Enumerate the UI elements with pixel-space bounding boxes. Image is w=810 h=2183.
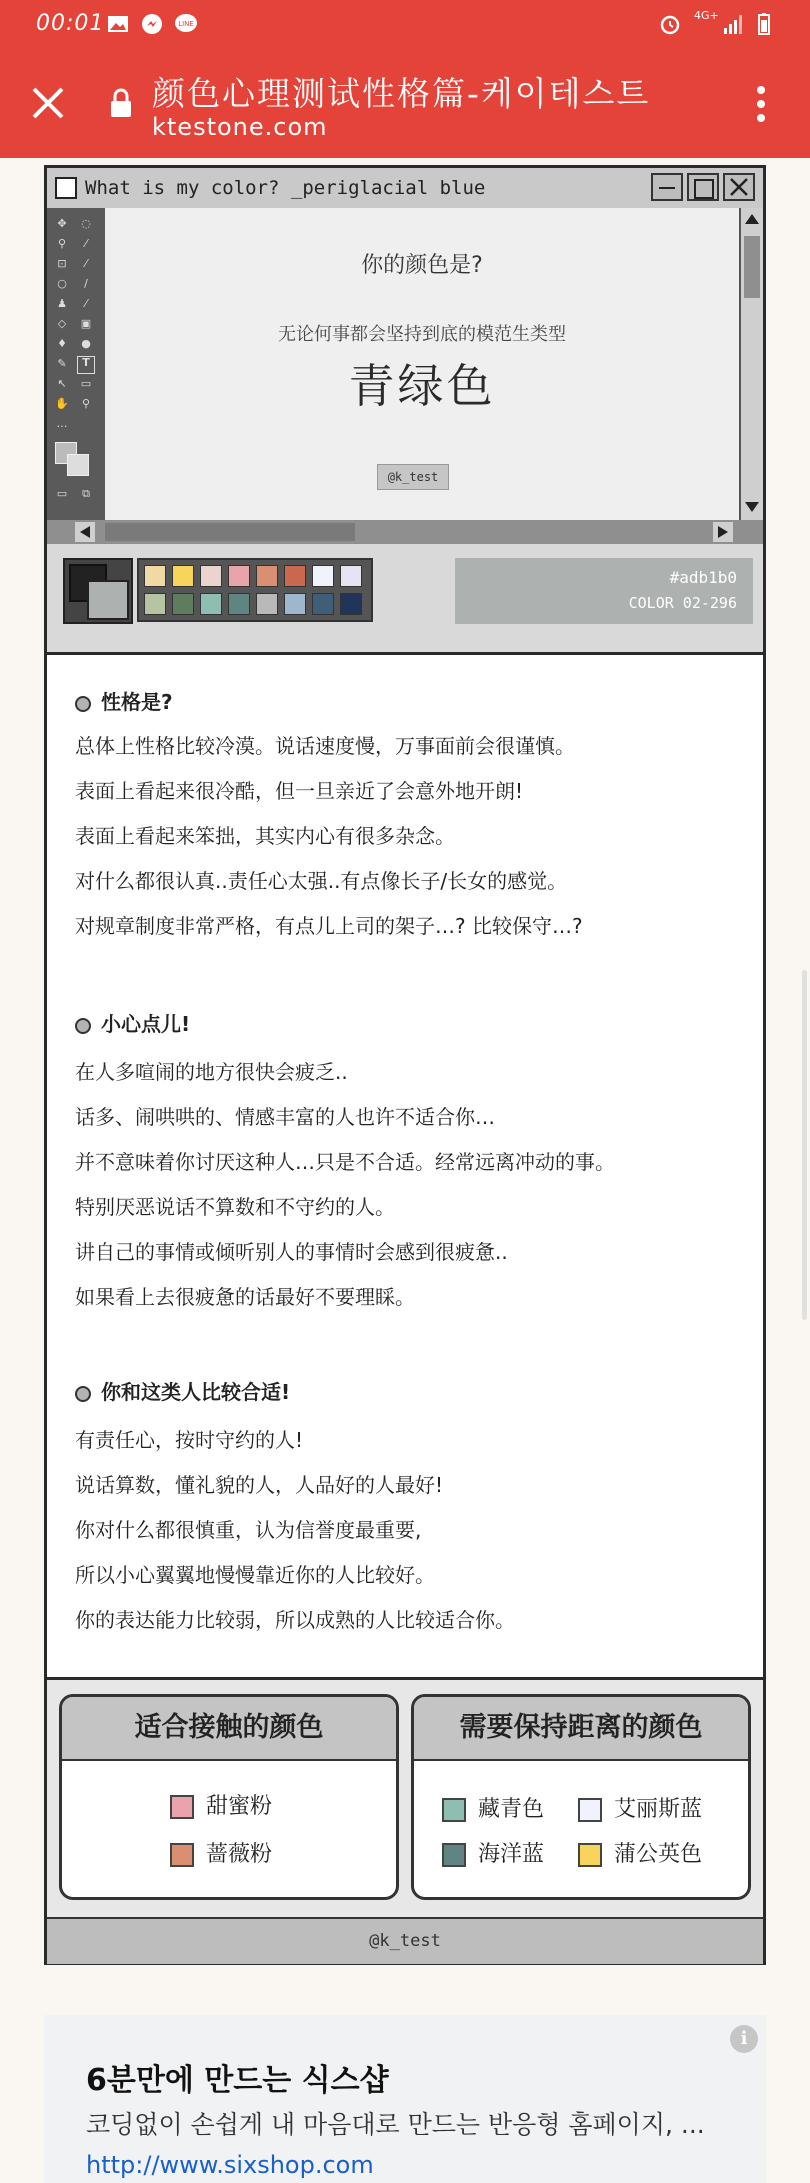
color-chip <box>442 1798 466 1822</box>
section-line: 你的表达能力比较弱，所以成熟的人比较适合你。 <box>75 1608 515 1632</box>
hex-code: #adb1b0 <box>669 568 737 587</box>
close-icon[interactable] <box>30 85 66 121</box>
color-swatch[interactable] <box>256 565 278 587</box>
hand-tool-icon[interactable]: ✋ <box>55 397 69 410</box>
scroll-left-button[interactable] <box>75 522 95 542</box>
vertical-scrollbar[interactable] <box>739 208 763 520</box>
color-swatch[interactable] <box>172 565 194 587</box>
section-heading-match: 你和这类人比较合适! <box>75 1376 290 1405</box>
footer-tag: @k_test <box>47 1917 763 1964</box>
avoid-color-item: 艾丽斯蓝 <box>578 1792 702 1823</box>
page-scroll-indicator <box>802 970 807 1320</box>
lasso-tool-icon[interactable]: ⚲ <box>57 237 67 250</box>
creator-tag: @k_test <box>377 464 449 490</box>
messenger-icon <box>140 12 164 36</box>
pen-tool-icon[interactable]: ✎ <box>57 357 67 370</box>
color-swatch[interactable] <box>340 593 362 615</box>
section-heading-caution: 小心点儿! <box>75 1008 190 1037</box>
browser-toolbar <box>0 50 810 158</box>
color-swatch[interactable] <box>200 593 222 615</box>
avoid-color-item: 蒲公英色 <box>578 1837 702 1868</box>
color-swatch[interactable] <box>312 565 334 587</box>
section-line: 特别厌恶说话不算数和不守约的人。 <box>75 1195 395 1219</box>
toolbox <box>47 208 105 520</box>
page-title[interactable]: 颜色心理测试性格篇-케이테스트 <box>152 74 651 113</box>
foreground-background-colors[interactable] <box>63 558 133 624</box>
page-url[interactable]: ktestone.com <box>152 113 328 141</box>
good-colors-title: 适合接触的颜色 <box>62 1697 396 1761</box>
scroll-right-button[interactable] <box>713 522 733 542</box>
section-line: 在人多喧闹的地方很快会疲乏.. <box>75 1060 348 1084</box>
color-swatch[interactable] <box>172 593 194 615</box>
status-bar <box>0 0 810 50</box>
app-icon <box>55 177 77 199</box>
color-chip <box>170 1843 194 1867</box>
section-line: 讲自己的事情或倾听别人的事情时会感到很疲惫.. <box>75 1240 508 1264</box>
window-close-button[interactable] <box>723 173 755 201</box>
avoid-colors-title: 需要保持距离的颜色 <box>414 1697 748 1761</box>
section-line: 说话算数，懂礼貌的人，人品好的人最好! <box>75 1473 444 1497</box>
section-line: 总体上性格比较冷漠。说话速度慢，万事面前会很谨慎。 <box>75 734 575 758</box>
alarm-icon <box>658 12 682 36</box>
gradient-tool-icon[interactable]: ▣ <box>80 317 92 330</box>
color-info-box <box>455 558 753 624</box>
color-swatch[interactable] <box>256 593 278 615</box>
avoid-color-item: 藏青色 <box>442 1792 544 1823</box>
color-swatch[interactable] <box>312 593 334 615</box>
lock-icon <box>110 88 132 118</box>
more-icon[interactable] <box>754 84 768 124</box>
history-brush-icon[interactable]: ⁄ <box>85 297 87 310</box>
window-title: What is my color? _periglacial blue <box>85 177 486 199</box>
section-line: 你对什么都很慎重，认为信誉度最重要, <box>75 1518 422 1542</box>
bullet-icon <box>75 1018 91 1034</box>
gallery-icon <box>106 12 130 36</box>
section-line: 如果看上去很疲惫的话最好不要理睬。 <box>75 1285 415 1309</box>
eyedropper-tool-icon[interactable]: ⁄ <box>85 257 87 270</box>
zoom-tool-icon[interactable]: ⚲ <box>81 397 91 410</box>
color-chip <box>578 1843 602 1867</box>
window-title-bar <box>47 168 763 210</box>
background-color-swatch[interactable] <box>67 454 89 476</box>
battery-icon <box>752 12 776 36</box>
minimize-button[interactable] <box>651 173 683 201</box>
color-swatch[interactable] <box>200 565 222 587</box>
color-chip <box>442 1843 466 1867</box>
ad-link[interactable]: http://www.sixshop.com <box>86 2151 374 2179</box>
palette-row <box>47 544 763 655</box>
network-label: 4G+ <box>694 9 719 22</box>
section-line: 表面上看起来很冷酷，但一旦亲近了会意外地开朗! <box>75 779 524 803</box>
eraser-tool-icon[interactable]: ◇ <box>57 317 67 330</box>
ad-description[interactable]: 코딩없이 손쉽게 내 마음대로 만드는 반응형 홈페이지, ... <box>86 2110 705 2139</box>
section-line: 所以小心翼翼地慢慢靠近你的人比较好。 <box>75 1563 435 1587</box>
section-line: 对什么都很认真..责任心太强..有点像长子/长女的感觉。 <box>75 869 568 893</box>
scroll-up-icon[interactable] <box>744 212 760 226</box>
horizontal-scroll-thumb[interactable] <box>105 523 355 541</box>
text-tool-icon[interactable]: T <box>77 356 95 374</box>
quick-mask-icon[interactable]: ▭ <box>56 487 68 500</box>
color-match-area <box>47 1677 763 1917</box>
color-swatch[interactable] <box>228 565 250 587</box>
color-chip <box>170 1795 194 1819</box>
color-swatch[interactable] <box>284 565 306 587</box>
result-canvas <box>105 208 739 520</box>
screen-mode-icon[interactable]: ⧉ <box>82 487 90 500</box>
good-colors-box <box>59 1694 399 1900</box>
color-swatch[interactable] <box>144 593 166 615</box>
color-swatch[interactable] <box>284 593 306 615</box>
dodge-tool-icon[interactable]: ● <box>81 337 91 350</box>
good-color-item: 甜蜜粉 <box>170 1789 272 1820</box>
wand-tool-icon[interactable]: ⁄ <box>85 237 87 250</box>
good-color-item: 蔷薇粉 <box>170 1837 272 1868</box>
section-heading-personality: 性格是? <box>75 686 173 715</box>
bullet-icon <box>75 696 91 712</box>
color-chip <box>578 1798 602 1822</box>
question-title: 你的颜色是? <box>361 253 483 278</box>
more-tools-icon[interactable]: … <box>56 417 68 430</box>
bullet-icon <box>75 1386 91 1402</box>
horizontal-scrollbar[interactable] <box>47 520 763 544</box>
color-swatch[interactable] <box>228 593 250 615</box>
signal-icon <box>722 12 746 36</box>
section-line: 话多、闹哄哄的、情感丰富的人也许不适合你… <box>75 1105 495 1129</box>
ad-title[interactable]: 6분만에 만드는 식스샵 <box>86 2063 389 2098</box>
color-name: 青绿色 <box>348 359 496 413</box>
avoid-colors-box <box>411 1694 751 1900</box>
shape-tool-icon[interactable]: ▭ <box>80 377 92 390</box>
scroll-down-icon[interactable] <box>744 500 760 514</box>
move-tool-icon[interactable]: ✥ <box>57 217 67 230</box>
marquee-tool-icon[interactable]: ◌ <box>81 217 91 230</box>
line-icon <box>174 12 198 36</box>
section-line: 并不意味着你讨厌这种人…只是不合适。经常远离冲动的事。 <box>75 1150 615 1174</box>
select-tool-icon[interactable]: ↖ <box>57 377 67 390</box>
color-code: COLOR 02-296 <box>628 594 737 612</box>
ad-banner[interactable] <box>44 2015 766 2183</box>
maximize-button[interactable] <box>687 173 719 201</box>
blur-tool-icon[interactable]: ♦ <box>57 337 67 350</box>
section-line: 表面上看起来笨拙，其实内心有很多杂念。 <box>75 824 455 848</box>
crop-tool-icon[interactable]: ⊡ <box>57 257 67 270</box>
scroll-left-icon <box>78 525 92 539</box>
scroll-right-icon <box>716 525 730 539</box>
type-description: 无论何事都会坚持到底的模范生类型 <box>278 324 566 345</box>
color-swatch[interactable] <box>340 565 362 587</box>
svg-text:LINE: LINE <box>178 20 194 28</box>
section-line: 对规章制度非常严格，有点儿上司的架子…? 比较保守…? <box>75 914 583 938</box>
status-time: 00:01 <box>36 11 105 36</box>
brush-tool-icon[interactable]: / <box>84 277 88 290</box>
color-swatch[interactable] <box>144 565 166 587</box>
vertical-scroll-thumb[interactable] <box>744 236 760 298</box>
section-line: 有责任心，按时守约的人! <box>75 1428 304 1452</box>
avoid-color-item: 海洋蓝 <box>442 1837 544 1868</box>
stamp-tool-icon[interactable]: ♟ <box>57 297 67 310</box>
result-card <box>44 165 766 1965</box>
info-icon[interactable]: i <box>730 2025 758 2053</box>
window-close-icon <box>729 177 749 197</box>
patch-tool-icon[interactable]: ○ <box>57 277 67 290</box>
color-swatches <box>137 558 373 622</box>
